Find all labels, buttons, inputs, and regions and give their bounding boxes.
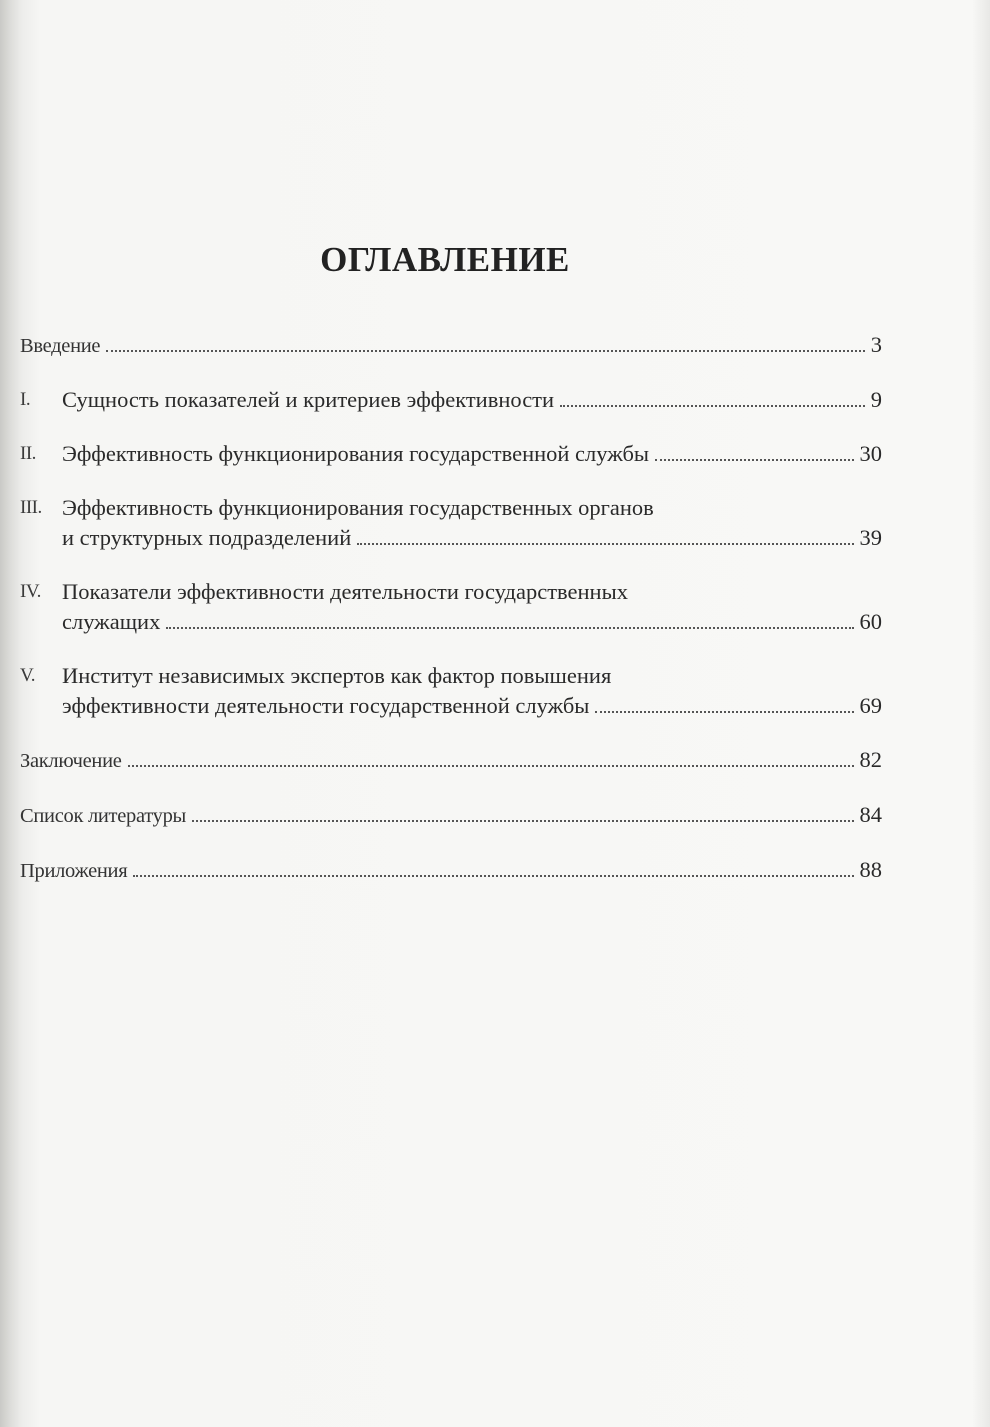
toc-entry-title-line-1: Институт независимых экспертов как фактор повышения xyxy=(62,663,612,688)
dot-leader xyxy=(560,405,865,407)
toc-entry-title: Приложения xyxy=(20,860,128,882)
toc-page-number: 30 xyxy=(859,441,882,466)
chapter-number: V. xyxy=(20,665,36,686)
toc-page-number: 60 xyxy=(859,609,882,634)
dot-leader xyxy=(128,765,854,767)
toc-page-number: 84 xyxy=(859,802,882,827)
toc-page-number: 3 xyxy=(870,332,882,357)
toc-entry-title: Эффективность функционирования государственной службы xyxy=(62,441,650,466)
toc-entry-appendices[interactable] xyxy=(20,855,882,886)
dot-leader xyxy=(166,627,853,629)
toc-entry-chapter-5[interactable] xyxy=(20,661,882,721)
toc-entry-title-line-2: и структурных подразделений xyxy=(62,525,352,550)
toc-page-number: 39 xyxy=(859,525,882,550)
toc-entry-intro[interactable] xyxy=(20,330,882,361)
chapter-number: I. xyxy=(20,389,31,410)
toc-page-number: 9 xyxy=(870,387,882,412)
toc-entry-title-line-1: Эффективность функционирования государственных органов xyxy=(62,495,654,520)
dot-leader xyxy=(357,543,853,545)
dot-leader xyxy=(192,820,854,822)
chapter-number: IV. xyxy=(20,581,41,602)
toc-entry-chapter-4[interactable] xyxy=(20,577,882,637)
toc-page-number: 88 xyxy=(859,857,882,882)
page-title: ОГЛАВЛЕНИЕ xyxy=(320,240,570,279)
dot-leader xyxy=(595,711,853,713)
toc-entry-title: Сущность показателей и критериев эффективности xyxy=(62,387,555,412)
dot-leader xyxy=(133,875,853,877)
toc-entry-title: Заключение xyxy=(20,750,122,772)
dot-leader xyxy=(655,459,853,461)
chapter-number: II. xyxy=(20,443,36,464)
dot-leader xyxy=(106,350,865,352)
toc-entry-chapter-1[interactable] xyxy=(20,385,882,415)
toc-entry-chapter-3[interactable] xyxy=(20,493,882,553)
toc-entry-title-line-2: служащих xyxy=(62,609,161,634)
toc-entry-title-line-1: Показатели эффективности деятельности государственных xyxy=(62,579,628,604)
toc-page-number: 69 xyxy=(859,693,882,718)
toc-entry-references[interactable] xyxy=(20,800,882,831)
toc-entry-chapter-2[interactable] xyxy=(20,439,882,469)
chapter-number: III. xyxy=(20,497,42,518)
toc-page-number: 82 xyxy=(859,747,882,772)
table-of-contents xyxy=(20,330,882,910)
toc-entry-conclusion[interactable] xyxy=(20,745,882,776)
toc-entry-title: Список литературы xyxy=(20,805,186,827)
toc-entry-title: Введение xyxy=(20,335,101,357)
toc-entry-title-line-2: эффективности деятельности государственной службы xyxy=(62,693,590,718)
